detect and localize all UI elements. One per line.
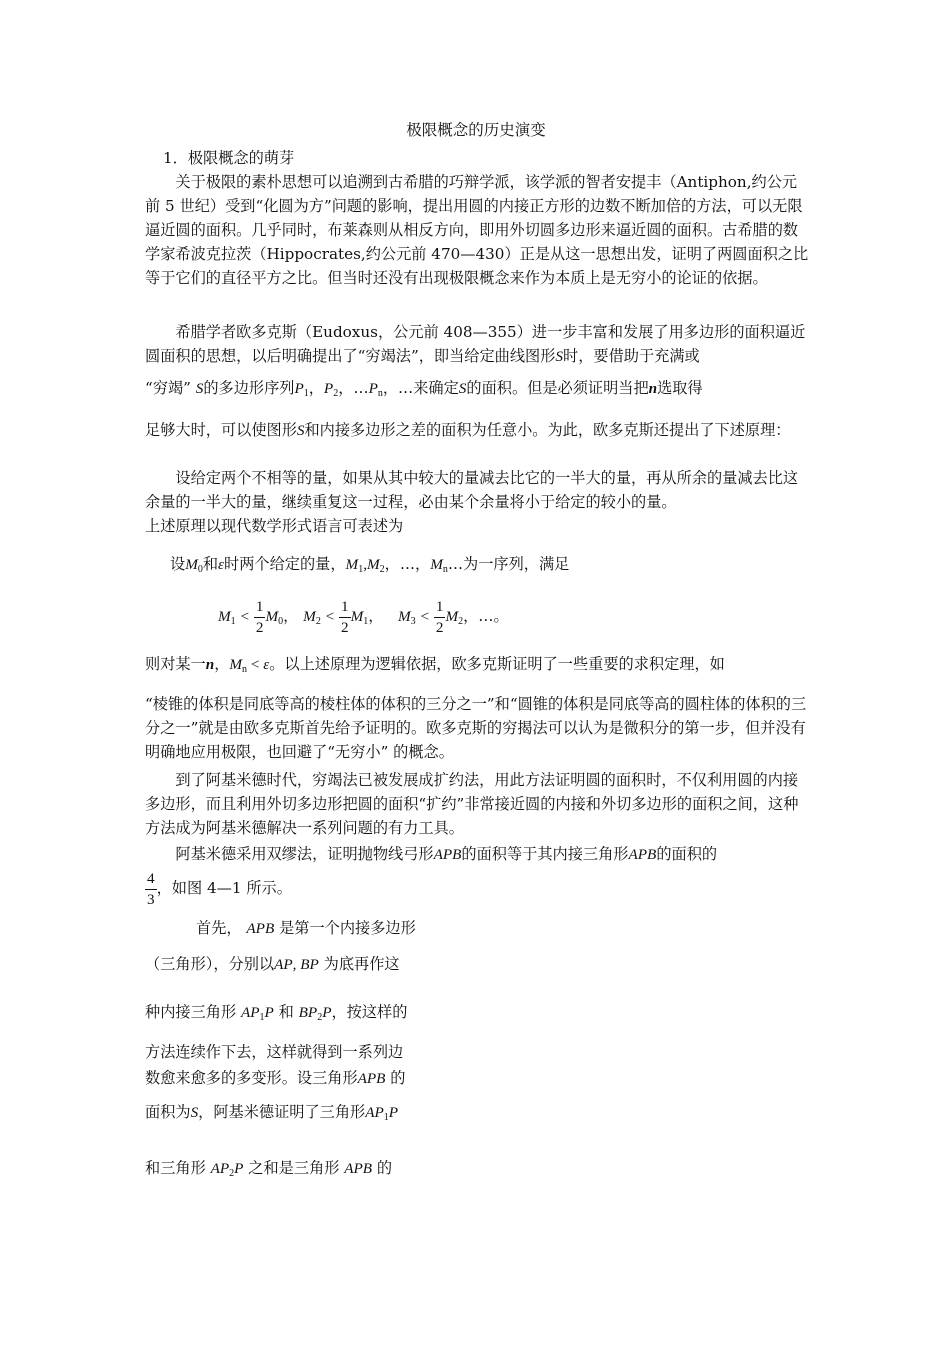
paragraph-principle: 设给定两个不相等的量，如果从其中较大的量减去比它的一半大的量，再从所余的量减去比这余量的一半大的量，继续重复这一过程，必由某个余量将小于给定的较小的量。	[145, 469, 799, 511]
fraction-half: $\frac{1}{2}$	[255, 598, 264, 636]
section-heading: 1．极限概念的萌芽	[163, 149, 295, 167]
math-S: S	[190, 1104, 199, 1121]
math-P2: $P_2$	[323, 380, 339, 399]
paragraph-eudoxus-2	[145, 376, 812, 401]
paragraph-modern-form: 上述原理以现代数学形式语言可表述为	[145, 517, 404, 535]
text: 的多边形序列	[203, 379, 295, 397]
fraction-four-thirds: $\frac{4}{3}$	[147, 870, 155, 908]
math-AP2P: $AP_2P$	[210, 1160, 244, 1179]
paragraph-archimedes: 到了阿基米德时代，穷竭法已被发展成扩约法，用此方法证明圆的面积时，不仅利用圆的内接多边形，而且利用外切多边形把圆的面积“扩约”非常接近圆的内接和外切多边形的面积之间，这种方法成为阿基米德解决一系列问题的有力工具。	[145, 771, 799, 837]
text: 设	[170, 555, 186, 573]
text: 的面积的	[656, 845, 718, 863]
text: ，如图 4—1 所示。	[156, 879, 292, 897]
math-AP1P: $AP_1P$	[365, 1104, 399, 1123]
math-M0: $M_0$	[185, 556, 203, 575]
fraction-half: $\frac{1}{2}$	[341, 598, 349, 636]
text: ，阿基米德证明了三角形	[198, 1103, 366, 1121]
math-Mn: $M_n$	[430, 556, 448, 575]
fraction-half: $\frac{1}{2}$	[435, 598, 444, 636]
math-BP2P: $BP_2P$	[298, 1004, 332, 1023]
paragraph-parabola-2	[145, 862, 812, 914]
text: 阿基米德采用双缪法，证明抛物线弓形	[175, 845, 434, 863]
proof-line-2	[145, 952, 445, 977]
text: 足够大时，可以使图形	[145, 421, 297, 439]
math-M1-M2: $M_1,M_2$	[345, 556, 385, 575]
text: 时，要借助于充满或	[563, 347, 700, 365]
text: 是第一个内接多边形	[279, 919, 416, 937]
text: 的	[390, 1069, 406, 1087]
paragraph-conclusion-1	[145, 652, 812, 677]
math-S: S	[296, 422, 305, 439]
text: “穷竭”	[145, 379, 191, 397]
math-AP1P: $AP_1P$	[240, 1004, 274, 1023]
math-APB: APB	[344, 1160, 373, 1177]
text: 和	[278, 1003, 294, 1021]
math-APB: APB	[357, 1070, 386, 1087]
page-title: 极限概念的历史演变	[406, 121, 546, 139]
text: 的	[376, 1159, 393, 1177]
text: ，按这样的	[331, 1003, 408, 1021]
paragraph-eudoxus-3	[145, 418, 812, 443]
text: 之和是三角形	[248, 1159, 340, 1177]
text: ，…	[338, 379, 369, 397]
text: ，…，	[384, 555, 431, 573]
proof-line-6	[145, 1100, 445, 1125]
text: 数愈来愈多的多变形。设三角形	[145, 1069, 358, 1087]
text: 和三角形	[145, 1159, 206, 1177]
paragraph-eudoxus-1	[145, 320, 812, 369]
text: 希腊学者欧多克斯（Eudoxus，公元前 408—355）进一步丰富和发展了用多边形的面积逼近圆面积的思想，以后明确提出了“穷竭法”，即当给定曲线图形	[145, 323, 806, 365]
text: 为底再作这	[323, 955, 400, 973]
text: 选取得	[657, 379, 703, 397]
math-n: n	[205, 656, 215, 673]
text: 和	[202, 555, 219, 573]
text: 面积为	[145, 1103, 191, 1121]
math-Mn-lt-eps: $M_n < \varepsilon$	[229, 656, 270, 675]
proof-line-1	[196, 916, 496, 941]
text: 。以上述原理为逻辑依据，欧多克斯证明了一些重要的求积定理，如	[269, 655, 725, 673]
math-n: n	[648, 380, 658, 397]
paragraph-antiphon: 关于极限的素朴思想可以追溯到古希腊的巧辩学派，该学派的智者安提丰（Antiphon,约公元前 5 世纪）受到“化圆为方”问题的影响，提出用圆的内接正方形的边数不断加倍的方法，可以无限逼近圆的面积。几乎同时，布莱森则从相反方向，即用外切圆多边形来逼近圆的面积。古希腊的数学家希波克拉茨（Hippocrates,约公元前 470—430）正是从这一思想出发，证明了两圆面积之比等于它们的直径平方之比。但当时还没有出现极限概念来作为本质上是无穷小的论证的依据。	[145, 173, 809, 287]
text: 时两个给定的量，	[224, 555, 346, 573]
text: ，…来确定	[382, 379, 459, 397]
text: …为一序列，满足	[447, 555, 570, 573]
text: 和内接多边形之差的面积为任意小。为此，欧多克斯还提出了下述原理：	[304, 421, 791, 439]
math-epsilon: ε	[218, 556, 225, 573]
math-P1: $P_1$	[294, 380, 309, 399]
text: 的面积等于其内接三角形	[461, 845, 629, 863]
math-APB: APB	[433, 846, 462, 863]
math-S: S	[458, 380, 467, 397]
text: 则对某一	[145, 655, 206, 673]
paragraph-conclusion-2: “棱锥的体积是同底等高的棱柱体的体积的三分之一”和“圆锥的体积是同底等高的圆柱体的体积的三分之一”就是由欧多克斯首先给予证明的。欧多克斯的穷揭法可以认为是微积分的第一步，但并没有明确地应用极限，也回避了“无穷小” 的概念。	[145, 695, 807, 761]
math-APB: APB	[246, 920, 275, 937]
paragraph-sequence	[170, 552, 837, 577]
math-Pn: $P_n$	[368, 380, 383, 399]
math-S: S	[195, 380, 204, 397]
inequality-formula: $M_1$ < $\frac{1}{2}$ $M_0$， $M_2$ < $\frac{1}{2}$ $M_1$， $M_3$ < $\frac{1}{2}$ $M_2$，…。	[218, 598, 509, 636]
text: 的面积。但是必须证明当把	[466, 379, 649, 397]
math-APB: APB	[628, 846, 657, 863]
proof-line-7	[145, 1156, 445, 1181]
text: （三角形），分别以	[145, 955, 275, 973]
proof-line-4: 方法连续作下去，这样就得到一系列边	[145, 1043, 404, 1061]
text: 首先，	[196, 919, 242, 937]
text: ，	[214, 655, 230, 673]
text: ，	[308, 379, 324, 397]
math-AP-BP: AP, BP	[274, 956, 319, 973]
proof-line-3	[145, 1000, 445, 1025]
text: 种内接三角形	[145, 1003, 237, 1021]
math-S: S	[555, 348, 563, 365]
proof-line-5	[145, 1066, 445, 1091]
